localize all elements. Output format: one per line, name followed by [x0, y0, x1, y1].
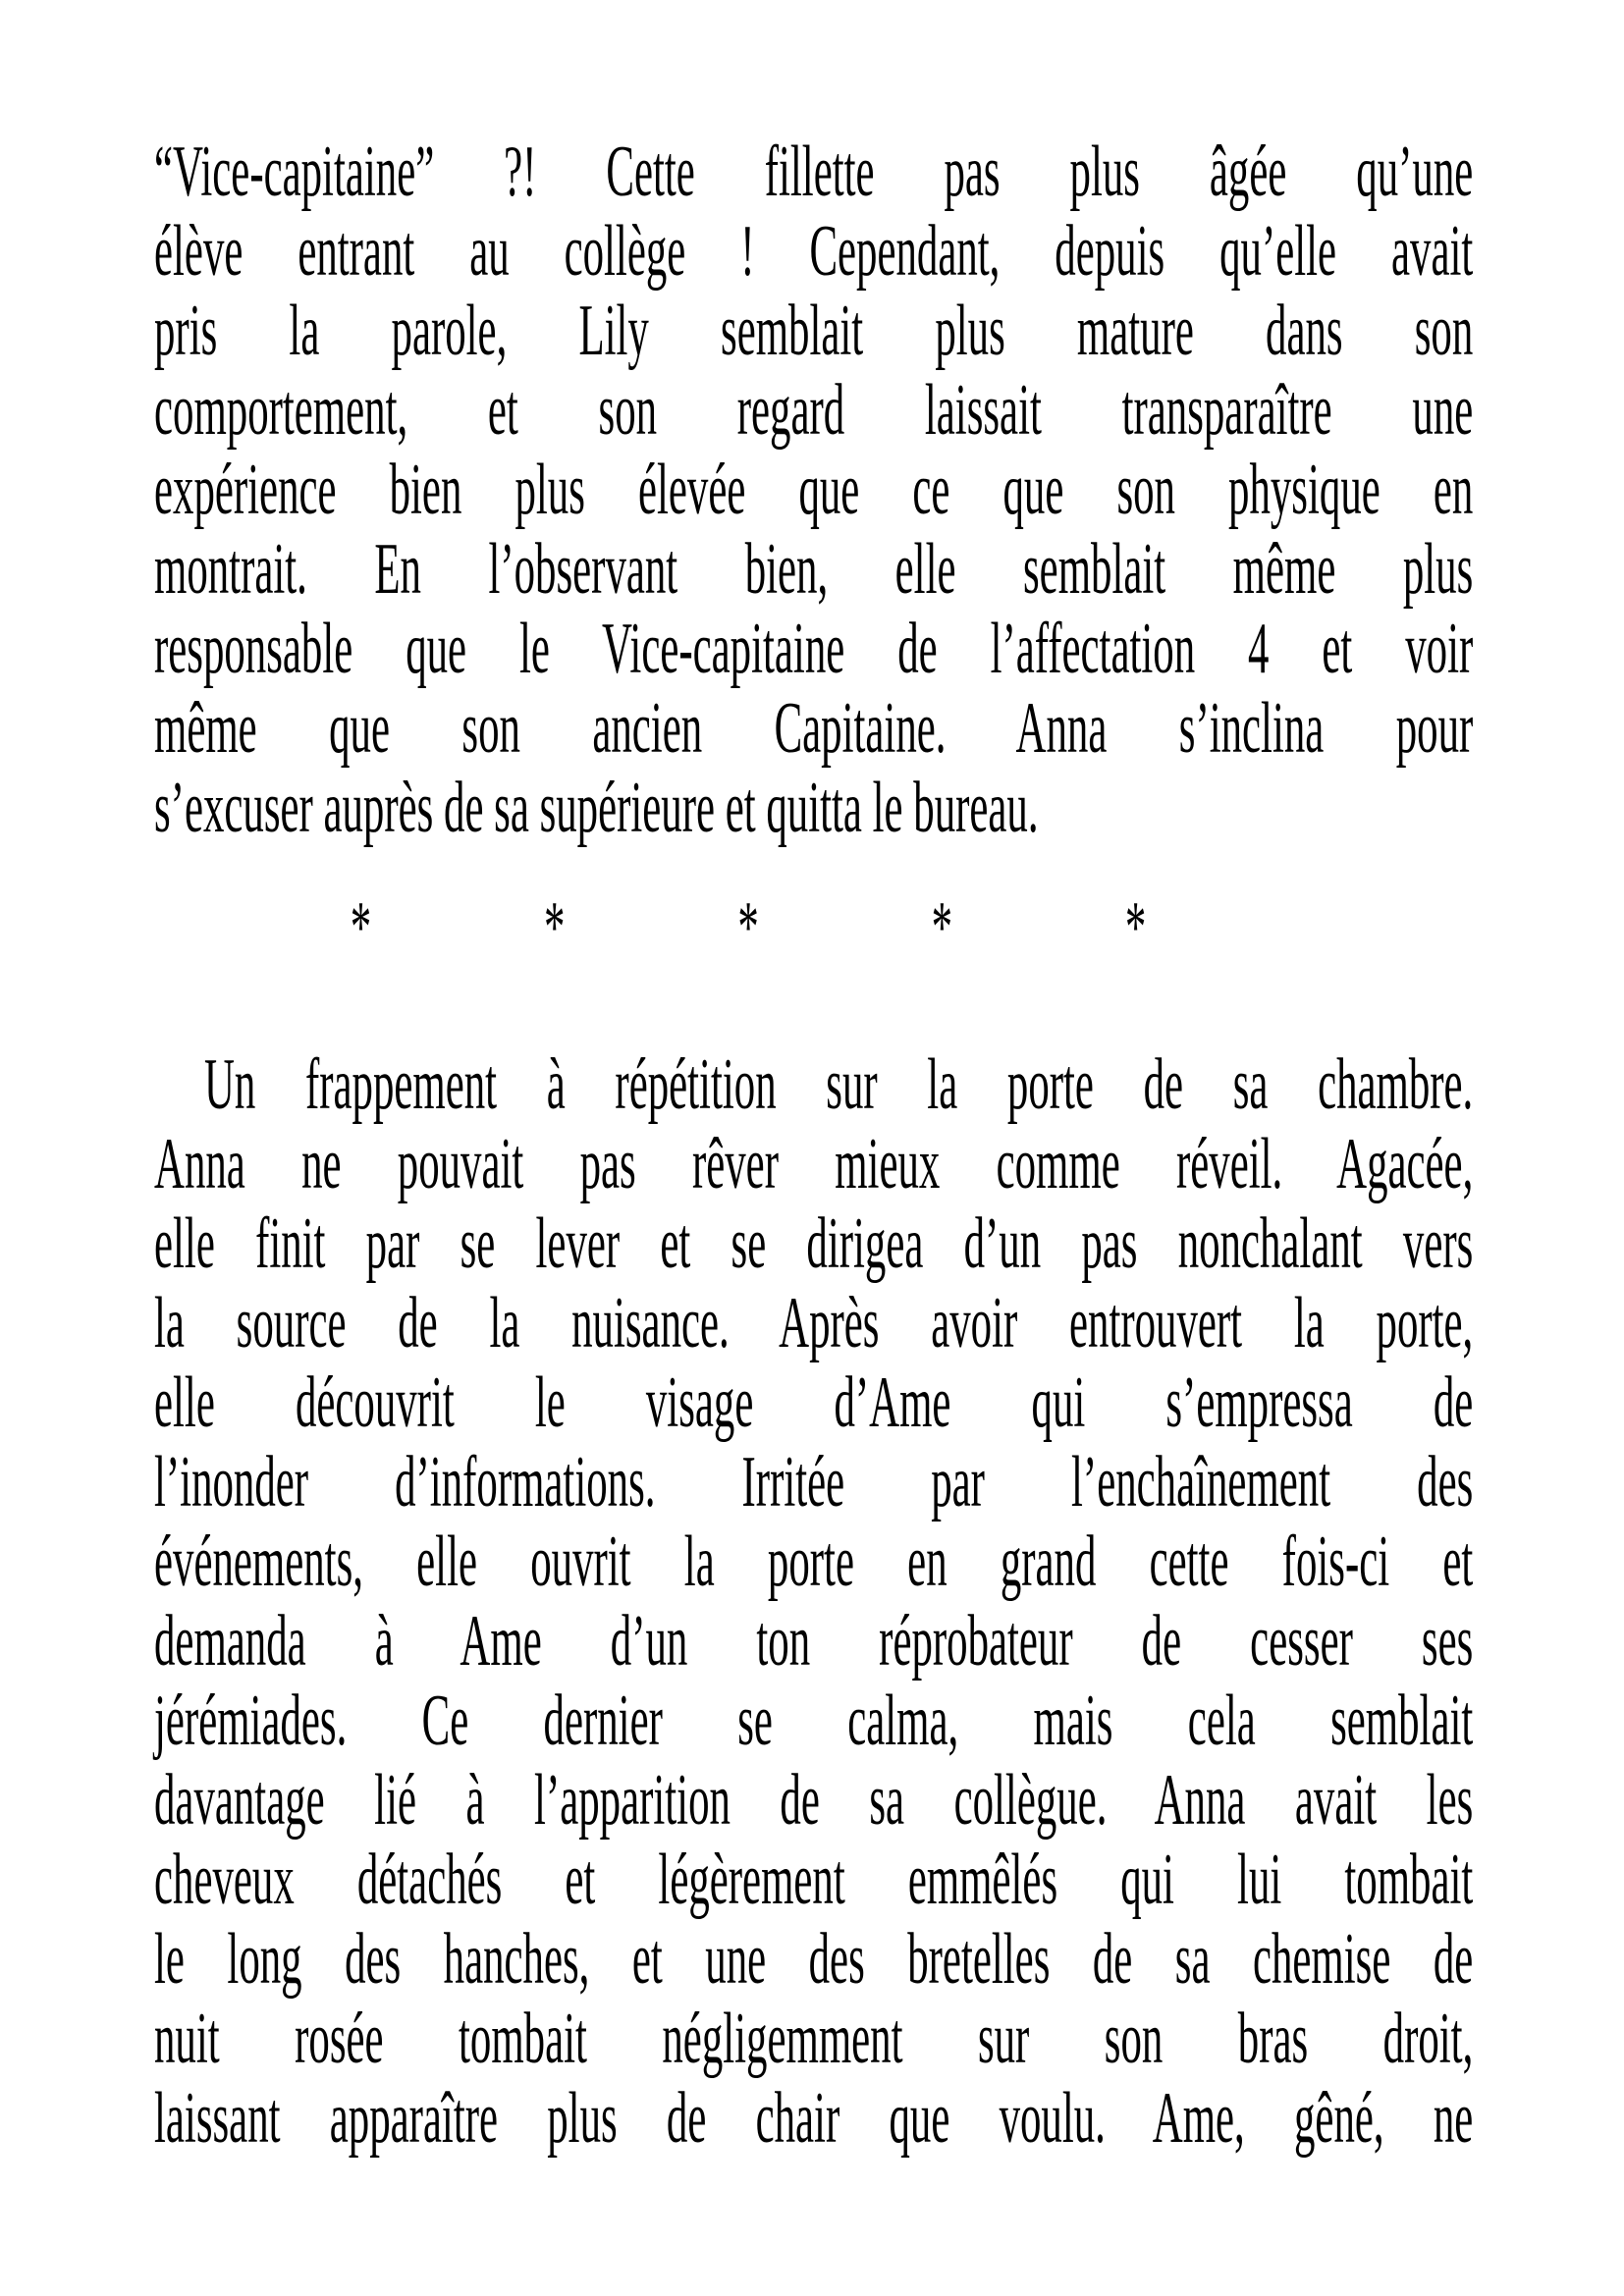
text-line: événements, elle ouvrit la porte en grand cette fois-ci et [154, 1522, 1474, 1602]
text-line: l’inonder d’informations. Irritée par l’enchaînement des [154, 1442, 1474, 1522]
text-line: laissant apparaître plus de chair que voulu. Ame, gêné, ne [154, 2078, 1474, 2159]
text-line: elle découvrit le visage d’Ame qui s’empressa de [154, 1362, 1474, 1443]
text-line: la source de la nuisance. Après avoir entrouvert la porte, [154, 1283, 1474, 1363]
text-line: nuit rosée tombait négligemment sur son bras droit, [154, 1999, 1474, 2079]
paragraph-2 [154, 1045, 1473, 2159]
text-line: elle finit par se lever et se dirigea d’un pas nonchalant vers [154, 1203, 1474, 1284]
text-line: élève entrant au collège ! Cependant, depuis qu’elle avait [154, 211, 1474, 292]
text-line: “Vice-capitaine” ?! Cette fillette pas plus âgée qu’une [154, 132, 1474, 212]
text-line: montrait. En l’observant bien, elle semblait même plus [154, 529, 1474, 610]
text-line: demanda à Ame d’un ton réprobateur de cesser ses [154, 1601, 1474, 1682]
text-line: expérience bien plus élevée que ce que son physique en [154, 450, 1474, 530]
text-line: davantage lié à l’apparition de sa collègue. Anna avait les [154, 1760, 1474, 1841]
text-column [154, 133, 1473, 2159]
text-line: pris la parole, Lily semblait plus mature dans son [154, 291, 1474, 371]
text-line: Anna ne pouvait pas rêver mieux comme réveil. Agacée, [154, 1124, 1474, 1204]
asterisk-glyph: * [544, 887, 566, 968]
text-line: comportement, et son regard laissait transparaître une [154, 370, 1474, 451]
text-line: même que son ancien Capitaine. Anna s’inclina pour [154, 688, 1474, 769]
text-line: s’excuser auprès de sa supérieure et quitta le bureau. [154, 768, 1039, 848]
text-line: Un frappement à répétition sur la porte de sa chambre. [203, 1044, 1474, 1125]
text-line: jérémiades. Ce dernier se calma, mais cela semblait [154, 1681, 1474, 1761]
asterisk-glyph: * [350, 887, 372, 968]
scene-break-separator [351, 888, 1147, 968]
text-line: responsable que le Vice-capitaine de l’affectation 4 et voir [154, 609, 1474, 689]
asterisk-glyph: * [737, 887, 759, 968]
text-line: cheveux détachés et légèrement emmêlés qui lui tombait [154, 1840, 1474, 1920]
text-line: le long des hanches, et une des bretelles de sa chemise de [154, 1919, 1474, 2000]
paragraph-1 [154, 133, 1473, 848]
asterisk-glyph: * [1124, 887, 1147, 968]
asterisk-glyph: * [931, 887, 953, 968]
